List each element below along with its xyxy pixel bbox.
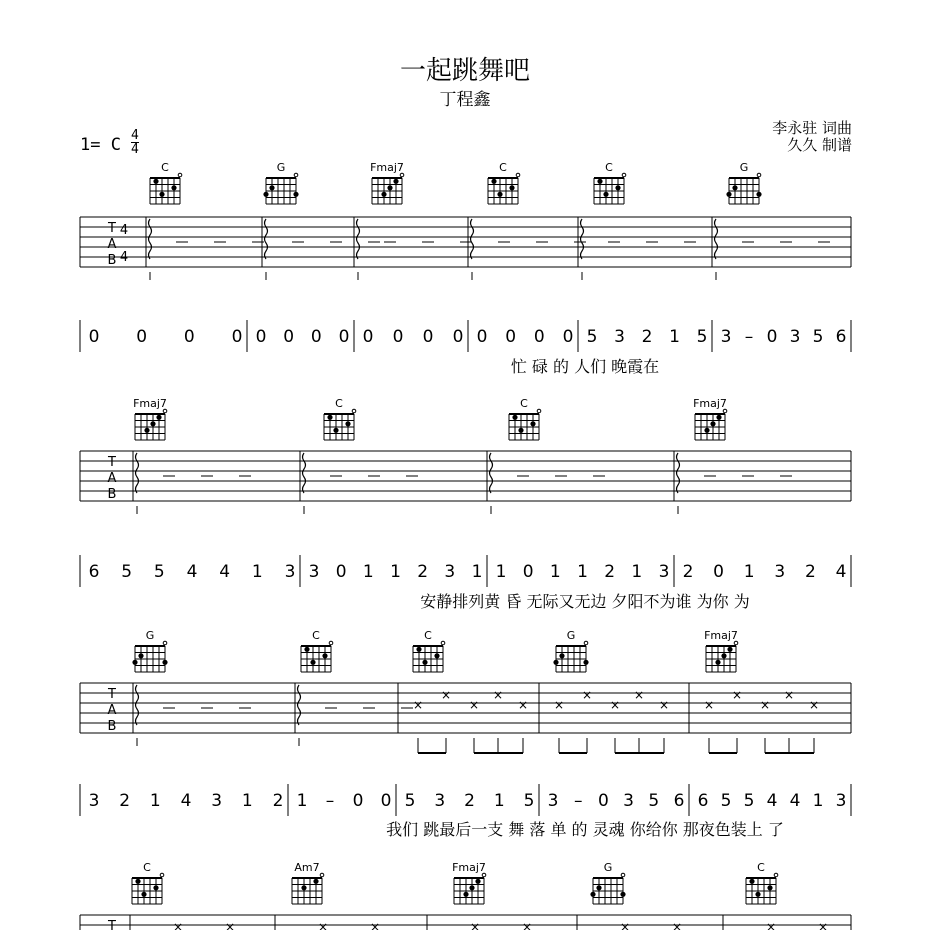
chord-finger-dot [755, 892, 760, 897]
jianpu-note: – [573, 791, 583, 811]
chord-finger-dot [491, 179, 496, 184]
muted-note: × [521, 920, 533, 930]
chord-name: C [161, 161, 169, 174]
jianpu-note: 3 [720, 327, 732, 347]
chord-diagram-fmaj7 [452, 861, 486, 904]
chord-name: Fmaj7 [370, 161, 404, 174]
jianpu-note: 5 [648, 791, 660, 811]
chord-open-string [163, 641, 167, 645]
muted-note: × [671, 920, 683, 930]
arpeggio-mark [715, 219, 718, 259]
jianpu-note: 0 [231, 327, 243, 347]
jianpu-note: 2 [804, 562, 816, 582]
chord-name: G [566, 629, 576, 642]
jianpu-note: 0 [422, 327, 434, 347]
muted-note: × [783, 688, 795, 702]
arpeggio-mark [136, 685, 139, 725]
chord-diagram-fmaj7 [693, 397, 727, 440]
muted-note: × [765, 920, 777, 930]
jianpu-note: 1 [743, 562, 755, 582]
jianpu-note: 0 [136, 327, 148, 347]
chord-finger-dot [469, 885, 474, 890]
arpeggio-mark [303, 453, 306, 493]
jianpu-note: 0 [335, 562, 347, 582]
chord-open-string [441, 641, 445, 645]
jianpu-note: 3 [434, 791, 446, 811]
chord-finger-dot [749, 879, 754, 884]
chord-diagram-g [590, 861, 625, 904]
arpeggio-mark [298, 685, 301, 725]
chord-diagram-c [594, 161, 626, 204]
chord-finger-dot [726, 192, 731, 197]
jianpu-note: 0 [352, 791, 364, 811]
muted-note: × [317, 920, 329, 930]
jianpu-note: 0 [88, 327, 100, 347]
chord-finger-dot [162, 660, 167, 665]
chord-diagram-g [726, 161, 761, 204]
jianpu-note: 4 [180, 791, 192, 811]
chord-finger-dot [530, 421, 535, 426]
jianpu-note: 1 [149, 791, 161, 811]
chord-diagram-c [132, 861, 164, 904]
muted-note: × [703, 698, 715, 712]
jianpu-note: 5 [121, 562, 133, 582]
muted-note: × [224, 920, 236, 930]
chord-diagram-fmaj7 [133, 397, 167, 440]
jianpu-note: 3 [614, 327, 625, 347]
muted-note: × [440, 688, 452, 702]
tab-time-top: 4 [119, 223, 129, 238]
chord-name: C [757, 861, 765, 874]
chord-name: G [739, 161, 749, 174]
jianpu-note: 2 [641, 327, 653, 347]
chord-finger-dot [475, 879, 480, 884]
muted-note: × [817, 920, 829, 930]
jianpu-note: 1 [495, 562, 507, 582]
jianpu-note: 5 [743, 791, 755, 811]
chord-finger-dot [732, 185, 737, 190]
chord-finger-dot [171, 185, 176, 190]
arpeggio-mark [581, 219, 584, 259]
chord-diagram-g [263, 161, 298, 204]
jianpu-note: 0 [380, 791, 392, 811]
chord-name: C [605, 161, 613, 174]
jianpu-note: 5 [404, 791, 416, 811]
jianpu-note: 0 [283, 327, 295, 347]
jianpu-note: 3 [789, 327, 801, 347]
jianpu-note: 3 [774, 562, 786, 582]
jianpu-note: 2 [604, 562, 616, 582]
chord-finger-dot [716, 415, 721, 420]
chord-name: C [520, 397, 528, 410]
chord-open-string [516, 173, 520, 177]
tab-clef-letter: T [108, 221, 116, 236]
chord-finger-dot [150, 421, 155, 426]
chord-finger-dot [153, 885, 158, 890]
chord-diagram-c [746, 861, 778, 904]
chord-open-string [178, 173, 182, 177]
chord-finger-dot [263, 192, 268, 197]
jianpu-note: 0 [362, 327, 374, 347]
jianpu-note: 6 [697, 791, 709, 811]
chord-name: G [603, 861, 613, 874]
muted-note: × [759, 698, 771, 712]
jianpu-note: 1 [577, 562, 588, 582]
chord-open-string [774, 873, 778, 877]
tab-clef-letter: B [107, 719, 117, 734]
jianpu-note: 0 [392, 327, 404, 347]
muted-note: × [581, 688, 593, 702]
jianpu-note: 2 [464, 791, 475, 811]
song-credits: 李永驻 词曲 久久 制谱 [772, 119, 852, 155]
chord-finger-dot [381, 192, 386, 197]
jianpu-note: 2 [119, 791, 131, 811]
chord-open-string [329, 641, 333, 645]
chord-finger-dot [704, 428, 709, 433]
jianpu-note: – [744, 327, 754, 347]
song-artist: 丁程鑫 [439, 90, 491, 110]
muted-note: × [172, 920, 184, 930]
chord-name: Fmaj7 [133, 397, 167, 410]
chord-finger-dot [393, 179, 398, 184]
chord-finger-dot [509, 185, 514, 190]
jianpu-note: 1 [549, 562, 561, 582]
tab-clef-letter: T [108, 455, 116, 470]
jianpu-note: 5 [812, 327, 824, 347]
chord-finger-dot [518, 428, 523, 433]
chord-open-string [352, 409, 356, 413]
chord-name: C [499, 161, 507, 174]
chord-finger-dot [269, 185, 274, 190]
chord-name: C [424, 629, 432, 642]
jianpu-note: 3 [547, 791, 559, 811]
arpeggio-mark [136, 453, 139, 493]
jianpu-note: 0 [183, 327, 195, 347]
chord-finger-dot [159, 192, 164, 197]
chord-diagram-c [488, 161, 520, 204]
jianpu-note: 4 [219, 562, 231, 582]
chord-open-string [537, 409, 541, 413]
jianpu-note: 4 [789, 791, 801, 811]
chord-finger-dot [603, 192, 608, 197]
jianpu-note: 4 [186, 562, 198, 582]
chord-finger-dot [138, 653, 143, 658]
chord-finger-dot [135, 879, 140, 884]
muted-note: × [469, 920, 481, 930]
chord-diagram-c [509, 397, 541, 440]
tab-clef-letter: A [107, 237, 117, 252]
chord-name: Fmaj7 [693, 397, 727, 410]
arpeggio-mark [265, 219, 268, 259]
chord-diagram-fmaj7 [370, 161, 404, 204]
chord-finger-dot [422, 660, 427, 665]
chord-finger-dot [615, 185, 620, 190]
jianpu-note: 5 [720, 791, 732, 811]
jianpu-note: 1 [390, 562, 401, 582]
jianpu-note: 0 [562, 327, 574, 347]
jianpu-note: 1 [251, 562, 263, 582]
chord-finger-dot [596, 885, 601, 890]
chord-open-string [294, 173, 298, 177]
chord-finger-dot [620, 892, 625, 897]
jianpu-note: 1 [812, 791, 824, 811]
lyric-line: 安静排列黄 昏 无际又无边 夕阳不为谁 为你 为 [420, 592, 750, 611]
jianpu-note: 6 [835, 327, 847, 347]
chord-finger-dot [756, 192, 761, 197]
chord-finger-dot [132, 660, 137, 665]
muted-note: × [609, 698, 621, 712]
jianpu-note: 1 [296, 791, 308, 811]
chord-finger-dot [333, 428, 338, 433]
muted-note: × [369, 920, 381, 930]
time-signature-top: 4 [131, 128, 139, 143]
jianpu-note: 0 [766, 327, 778, 347]
jianpu-note: 0 [476, 327, 488, 347]
jianpu-note: 2 [682, 562, 694, 582]
chord-diagram-fmaj7 [704, 629, 738, 672]
chord-finger-dot [141, 892, 146, 897]
song-title: 一起跳舞吧 [399, 56, 530, 86]
muted-note: × [633, 688, 645, 702]
jianpu-note: 5 [153, 562, 165, 582]
chord-open-string [622, 173, 626, 177]
chord-finger-dot [463, 892, 468, 897]
muted-note: × [658, 698, 670, 712]
chord-diagram-c [150, 161, 182, 204]
chord-name: Fmaj7 [704, 629, 738, 642]
lyric-line: 我们 跳最后一支 舞 落 单 的 灵魂 你给你 那夜色装上 了 [386, 820, 784, 839]
muted-note: × [517, 698, 529, 712]
chord-finger-dot [144, 428, 149, 433]
chord-finger-dot [327, 415, 332, 420]
chord-finger-dot [715, 660, 720, 665]
jianpu-note: 2 [417, 562, 429, 582]
chord-finger-dot [156, 415, 161, 420]
tab-time-bottom: 4 [119, 250, 129, 265]
jianpu-note: 0 [505, 327, 517, 347]
chord-name: Fmaj7 [452, 861, 486, 874]
jianpu-note: 5 [523, 791, 535, 811]
arpeggio-mark [490, 453, 493, 493]
chord-finger-dot [434, 653, 439, 658]
muted-note: × [808, 698, 820, 712]
jianpu-note: 0 [522, 562, 534, 582]
chord-finger-dot [322, 653, 327, 658]
jianpu-note: 6 [673, 791, 685, 811]
chord-finger-dot [153, 179, 158, 184]
jianpu-note: 3 [658, 562, 670, 582]
chord-diagram-c [324, 397, 356, 440]
chord-diagram-c [301, 629, 333, 672]
jianpu-note: 6 [88, 562, 100, 582]
jianpu-note: 1 [493, 791, 505, 811]
jianpu-note: 0 [452, 327, 464, 347]
muted-note: × [619, 920, 631, 930]
muted-note: × [731, 688, 743, 702]
chord-finger-dot [416, 647, 421, 652]
key-signature: 1= C [80, 135, 121, 155]
arpeggio-mark [149, 219, 152, 259]
tab-clef-letter: B [107, 253, 117, 268]
chord-name: C [312, 629, 320, 642]
chord-name: C [143, 861, 151, 874]
chord-finger-dot [583, 660, 588, 665]
tab-clef-letter: T [108, 919, 116, 930]
jianpu-note: 4 [766, 791, 778, 811]
chord-open-string [320, 873, 324, 877]
arpeggio-mark [357, 219, 360, 259]
chord-name: Am7 [294, 861, 320, 874]
chord-finger-dot [313, 879, 318, 884]
chord-finger-dot [559, 653, 564, 658]
chord-finger-dot [721, 653, 726, 658]
jianpu-note: 0 [310, 327, 322, 347]
chord-finger-dot [387, 185, 392, 190]
jianpu-note: 4 [835, 562, 847, 582]
arpeggio-mark [677, 453, 680, 493]
chord-finger-dot [590, 892, 595, 897]
chord-diagram-c [413, 629, 445, 672]
jianpu-note: 0 [597, 791, 609, 811]
chord-finger-dot [293, 192, 298, 197]
jianpu-note: 1 [362, 562, 374, 582]
tab-clef-letter: A [107, 471, 117, 486]
jianpu-note: 0 [533, 327, 545, 347]
jianpu-note: 3 [88, 791, 100, 811]
jianpu-note: 5 [586, 327, 598, 347]
jianpu-note: – [325, 791, 335, 811]
jianpu-note: 3 [211, 791, 223, 811]
chord-finger-dot [497, 192, 502, 197]
muted-note: × [492, 688, 504, 702]
chord-finger-dot [304, 647, 309, 652]
jianpu-note: 3 [444, 562, 456, 582]
time-signature-bottom: 4 [131, 142, 139, 157]
muted-note: × [468, 698, 480, 712]
chord-finger-dot [710, 421, 715, 426]
chord-finger-dot [597, 179, 602, 184]
jianpu-note: 3 [623, 791, 635, 811]
chord-finger-dot [512, 415, 517, 420]
jianpu-note: 3 [835, 791, 847, 811]
jianpu-note: 1 [669, 327, 680, 347]
jianpu-note: 1 [471, 562, 483, 582]
jianpu-note: 1 [631, 562, 643, 582]
jianpu-note: 1 [241, 791, 253, 811]
jianpu-note: 0 [338, 327, 350, 347]
chord-name: C [335, 397, 343, 410]
chord-diagram-g [553, 629, 588, 672]
muted-note: × [553, 698, 565, 712]
jianpu-note: 3 [284, 562, 296, 582]
chord-finger-dot [553, 660, 558, 665]
jianpu-note: 0 [255, 327, 267, 347]
chord-finger-dot [310, 660, 315, 665]
chord-name: G [276, 161, 286, 174]
chord-open-string [621, 873, 625, 877]
chord-open-string [584, 641, 588, 645]
arpeggio-mark [471, 219, 474, 259]
jianpu-note: 3 [308, 562, 320, 582]
lyric-line: 忙 碌 的 人们 晚霞在 [510, 357, 660, 376]
chord-finger-dot [301, 885, 306, 890]
chord-finger-dot [345, 421, 350, 426]
chord-diagram-am7 [292, 861, 324, 904]
chord-finger-dot [767, 885, 772, 890]
jianpu-note: 2 [272, 791, 284, 811]
tab-clef-letter: T [108, 687, 116, 702]
tab-clef-letter: A [107, 703, 117, 718]
muted-note: × [412, 698, 424, 712]
chord-open-string [160, 873, 164, 877]
chord-name: G [145, 629, 155, 642]
chord-finger-dot [727, 647, 732, 652]
chord-open-string [757, 173, 761, 177]
jianpu-note: 5 [696, 327, 708, 347]
tab-clef-letter: B [107, 487, 117, 502]
chord-diagram-g [132, 629, 167, 672]
jianpu-note: 0 [713, 562, 725, 582]
